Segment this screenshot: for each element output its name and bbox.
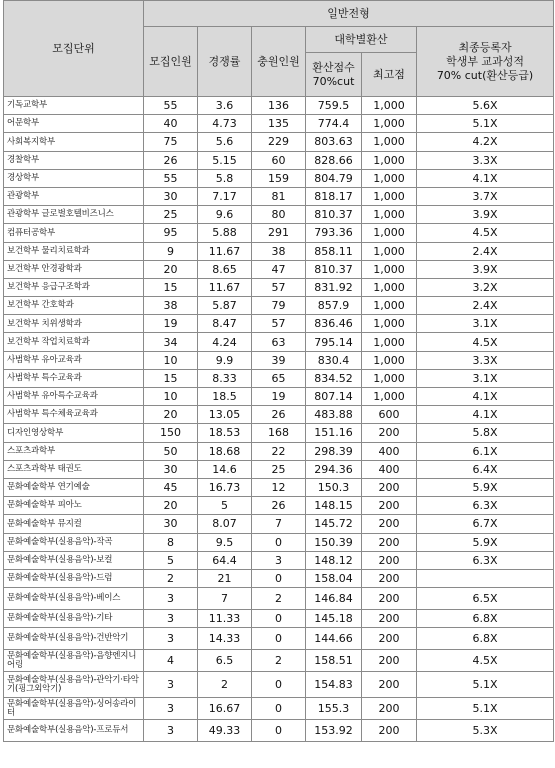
cell-final-grade: 2.4X <box>417 297 554 315</box>
cell-converted-score: 803.63 <box>306 133 362 151</box>
cell-converted-score: 810.37 <box>306 260 362 278</box>
cell-max-score: 200 <box>362 650 417 672</box>
cell-max-score: 1,000 <box>362 315 417 333</box>
table-row <box>4 569 554 587</box>
cell-converted-score: 831.92 <box>306 278 362 296</box>
cell-converted-score: 148.15 <box>306 497 362 515</box>
cell-additional: 26 <box>252 406 306 424</box>
cell-final-grade: 5.6X <box>417 97 554 115</box>
cell-quota: 3 <box>144 672 198 698</box>
cell-competition: 5.6 <box>198 133 252 151</box>
cell-quota: 4 <box>144 650 198 672</box>
cell-unit: 컴퓨터공학부 <box>4 224 144 242</box>
cell-additional: 22 <box>252 442 306 460</box>
cell-competition: 3.6 <box>198 97 252 115</box>
cell-additional: 2 <box>252 588 306 610</box>
header-converted-score <box>306 53 362 97</box>
cell-competition: 11.67 <box>198 242 252 260</box>
cell-competition: 11.33 <box>198 610 252 628</box>
cell-unit: 사범학부 유아특수교육과 <box>4 388 144 406</box>
cell-max-score: 400 <box>362 442 417 460</box>
cell-quota: 3 <box>144 720 198 742</box>
cell-quota: 30 <box>144 460 198 478</box>
cell-max-score: 200 <box>362 497 417 515</box>
cell-quota: 3 <box>144 588 198 610</box>
cell-final-grade: 4.1X <box>417 406 554 424</box>
cell-competition: 14.33 <box>198 628 252 650</box>
table-row <box>4 224 554 242</box>
cell-max-score: 1,000 <box>362 260 417 278</box>
cell-converted-score: 759.5 <box>306 97 362 115</box>
cell-quota: 30 <box>144 515 198 533</box>
cell-competition: 18.5 <box>198 388 252 406</box>
cell-competition: 11.67 <box>198 278 252 296</box>
cell-additional: 12 <box>252 478 306 496</box>
cell-additional: 0 <box>252 610 306 628</box>
table-row <box>4 369 554 387</box>
cell-final-grade: 6.4X <box>417 460 554 478</box>
cell-converted-score: 151.16 <box>306 424 362 442</box>
cell-competition: 8.65 <box>198 260 252 278</box>
cell-additional: 2 <box>252 650 306 672</box>
cell-competition: 6.5 <box>198 650 252 672</box>
cell-quota: 50 <box>144 442 198 460</box>
cell-additional: 291 <box>252 224 306 242</box>
cell-quota: 20 <box>144 497 198 515</box>
cell-additional: 159 <box>252 169 306 187</box>
cell-final-grade: 3.2X <box>417 278 554 296</box>
cell-max-score: 200 <box>362 672 417 698</box>
cell-additional: 0 <box>252 672 306 698</box>
cell-final-grade: 3.3X <box>417 351 554 369</box>
cell-competition: 16.67 <box>198 698 252 720</box>
cell-converted-score: 774.4 <box>306 115 362 133</box>
table-body <box>4 97 554 742</box>
cell-max-score: 200 <box>362 551 417 569</box>
cell-max-score: 1,000 <box>362 97 417 115</box>
table-row <box>4 497 554 515</box>
cell-converted-score: 857.9 <box>306 297 362 315</box>
table-row <box>4 698 554 720</box>
cell-unit: 문화예술학부(실용음악)-드럼 <box>4 569 144 587</box>
table-row <box>4 551 554 569</box>
cell-additional: 60 <box>252 151 306 169</box>
table-row <box>4 351 554 369</box>
cell-unit: 문화예술학부 피아노 <box>4 497 144 515</box>
cell-final-grade: 4.2X <box>417 133 554 151</box>
cell-quota: 34 <box>144 333 198 351</box>
cell-quota: 150 <box>144 424 198 442</box>
table-row <box>4 169 554 187</box>
table-row <box>4 720 554 742</box>
cell-competition: 8.33 <box>198 369 252 387</box>
cell-converted-score: 836.46 <box>306 315 362 333</box>
cell-max-score: 1,000 <box>362 297 417 315</box>
header-final-line1: 최종등록자 <box>458 40 512 54</box>
cell-competition: 5.8 <box>198 169 252 187</box>
cell-converted-score: 804.79 <box>306 169 362 187</box>
cell-unit: 스포츠과학부 <box>4 442 144 460</box>
table-header <box>4 1 554 97</box>
cell-quota: 20 <box>144 260 198 278</box>
cell-max-score: 1,000 <box>362 115 417 133</box>
cell-unit: 문화예술학부(실용음악)-기타 <box>4 610 144 628</box>
cell-final-grade: 4.5X <box>417 224 554 242</box>
cell-additional: 38 <box>252 242 306 260</box>
cell-unit: 문화예술학부(실용음악)-작곡 <box>4 533 144 551</box>
cell-final-grade: 6.3X <box>417 551 554 569</box>
cell-converted-score: 148.12 <box>306 551 362 569</box>
cell-converted-score: 145.18 <box>306 610 362 628</box>
cell-max-score: 1,000 <box>362 169 417 187</box>
header-score-line2: 70%cut <box>312 74 355 88</box>
cell-quota: 55 <box>144 97 198 115</box>
cell-converted-score: 150.39 <box>306 533 362 551</box>
cell-unit: 보건학부 물리치료학과 <box>4 242 144 260</box>
cell-converted-score: 298.39 <box>306 442 362 460</box>
cell-final-grade: 6.8X <box>417 610 554 628</box>
cell-converted-score: 146.84 <box>306 588 362 610</box>
cell-additional: 39 <box>252 351 306 369</box>
cell-unit: 문화예술학부(실용음악)-관악기·타악기(핑그외악기) <box>4 672 144 698</box>
cell-converted-score: 150.3 <box>306 478 362 496</box>
cell-quota: 20 <box>144 406 198 424</box>
cell-additional: 65 <box>252 369 306 387</box>
cell-converted-score: 144.66 <box>306 628 362 650</box>
table-row <box>4 478 554 496</box>
cell-quota: 45 <box>144 478 198 496</box>
cell-unit: 보건학부 치위생학과 <box>4 315 144 333</box>
table-row <box>4 672 554 698</box>
cell-unit: 문화예술학부(실용음악)-건반악기 <box>4 628 144 650</box>
cell-unit: 사회복지학부 <box>4 133 144 151</box>
cell-quota: 26 <box>144 151 198 169</box>
cell-additional: 136 <box>252 97 306 115</box>
cell-quota: 3 <box>144 628 198 650</box>
cell-competition: 21 <box>198 569 252 587</box>
cell-converted-score: 807.14 <box>306 388 362 406</box>
table-row <box>4 388 554 406</box>
cell-quota: 30 <box>144 187 198 205</box>
cell-unit: 기독교학부 <box>4 97 144 115</box>
cell-converted-score: 155.3 <box>306 698 362 720</box>
cell-final-grade: 3.7X <box>417 187 554 205</box>
cell-unit: 문화예술학부(실용음악)-싱어송라이터 <box>4 698 144 720</box>
cell-final-grade: 3.9X <box>417 206 554 224</box>
cell-max-score: 1,000 <box>362 242 417 260</box>
cell-final-grade: 5.1X <box>417 115 554 133</box>
cell-final-grade: 4.5X <box>417 333 554 351</box>
cell-converted-score: 818.17 <box>306 187 362 205</box>
table-row <box>4 533 554 551</box>
cell-competition: 5.15 <box>198 151 252 169</box>
table-row <box>4 610 554 628</box>
cell-unit: 문화예술학부 연기예술 <box>4 478 144 496</box>
cell-max-score: 200 <box>362 533 417 551</box>
cell-unit: 경상학부 <box>4 169 144 187</box>
cell-competition: 14.6 <box>198 460 252 478</box>
cell-additional: 47 <box>252 260 306 278</box>
cell-max-score: 200 <box>362 720 417 742</box>
cell-unit: 사범학부 특수교육과 <box>4 369 144 387</box>
cell-competition: 9.5 <box>198 533 252 551</box>
cell-unit: 보건학부 응급구조학과 <box>4 278 144 296</box>
cell-final-grade: 5.9X <box>417 533 554 551</box>
cell-final-grade: 5.1X <box>417 698 554 720</box>
cell-additional: 19 <box>252 388 306 406</box>
header-quota: 모집인원 <box>144 27 198 97</box>
cell-final-grade: 6.8X <box>417 628 554 650</box>
cell-quota: 10 <box>144 388 198 406</box>
cell-converted-score: 810.37 <box>306 206 362 224</box>
cell-converted-score: 158.04 <box>306 569 362 587</box>
cell-unit: 문화예술학부(실용음악)-베이스 <box>4 588 144 610</box>
cell-max-score: 1,000 <box>362 187 417 205</box>
cell-final-grade: 4.5X <box>417 650 554 672</box>
cell-converted-score: 153.92 <box>306 720 362 742</box>
table-row <box>4 242 554 260</box>
cell-max-score: 1,000 <box>362 206 417 224</box>
cell-quota: 25 <box>144 206 198 224</box>
cell-competition: 5.87 <box>198 297 252 315</box>
cell-quota: 40 <box>144 115 198 133</box>
table-row <box>4 260 554 278</box>
cell-unit: 사범학부 유아교육과 <box>4 351 144 369</box>
header-competition: 경쟁률 <box>198 27 252 97</box>
cell-final-grade: 5.9X <box>417 478 554 496</box>
cell-max-score: 600 <box>362 406 417 424</box>
header-additional: 충원인원 <box>252 27 306 97</box>
cell-quota: 95 <box>144 224 198 242</box>
cell-additional: 7 <box>252 515 306 533</box>
cell-quota: 8 <box>144 533 198 551</box>
cell-final-grade: 6.1X <box>417 442 554 460</box>
cell-competition: 5.88 <box>198 224 252 242</box>
cell-unit: 경찰학부 <box>4 151 144 169</box>
cell-final-grade <box>417 569 554 587</box>
cell-final-grade: 4.1X <box>417 388 554 406</box>
cell-additional: 0 <box>252 720 306 742</box>
cell-quota: 19 <box>144 315 198 333</box>
cell-final-grade: 4.1X <box>417 169 554 187</box>
cell-unit: 디자인영상학부 <box>4 424 144 442</box>
cell-additional: 26 <box>252 497 306 515</box>
cell-competition: 9.6 <box>198 206 252 224</box>
cell-unit: 문화예술학부(실용음악)-음향엔지니어링 <box>4 650 144 672</box>
cell-converted-score: 834.52 <box>306 369 362 387</box>
cell-max-score: 1,000 <box>362 333 417 351</box>
cell-max-score: 1,000 <box>362 369 417 387</box>
cell-unit: 보건학부 간호학과 <box>4 297 144 315</box>
cell-converted-score: 154.83 <box>306 672 362 698</box>
header-unit: 모집단위 <box>4 1 144 97</box>
cell-max-score: 1,000 <box>362 351 417 369</box>
cell-additional: 0 <box>252 533 306 551</box>
cell-final-grade: 3.3X <box>417 151 554 169</box>
cell-final-grade: 6.3X <box>417 497 554 515</box>
table-row <box>4 187 554 205</box>
cell-max-score: 200 <box>362 515 417 533</box>
cell-quota: 9 <box>144 242 198 260</box>
cell-quota: 5 <box>144 551 198 569</box>
cell-unit: 문화예술학부(실용음악)-프로듀서 <box>4 720 144 742</box>
table-row <box>4 97 554 115</box>
cell-competition: 4.73 <box>198 115 252 133</box>
cell-additional: 135 <box>252 115 306 133</box>
table-row <box>4 406 554 424</box>
cell-quota: 3 <box>144 610 198 628</box>
table-row <box>4 151 554 169</box>
cell-final-grade: 3.9X <box>417 260 554 278</box>
cell-final-grade: 5.3X <box>417 720 554 742</box>
cell-unit: 스포츠과학부 태권도 <box>4 460 144 478</box>
cell-max-score: 1,000 <box>362 151 417 169</box>
cell-quota: 10 <box>144 351 198 369</box>
cell-max-score: 1,000 <box>362 278 417 296</box>
cell-converted-score: 795.14 <box>306 333 362 351</box>
header-final-line2: 학생부 교과성적 <box>446 54 524 68</box>
cell-converted-score: 158.51 <box>306 650 362 672</box>
admission-results-table <box>3 0 554 742</box>
cell-additional: 0 <box>252 698 306 720</box>
cell-competition: 7.17 <box>198 187 252 205</box>
cell-converted-score: 145.72 <box>306 515 362 533</box>
cell-unit: 어문학부 <box>4 115 144 133</box>
cell-additional: 79 <box>252 297 306 315</box>
cell-unit: 사범학부 특수체육교육과 <box>4 406 144 424</box>
cell-quota: 75 <box>144 133 198 151</box>
cell-unit: 보건학부 안경광학과 <box>4 260 144 278</box>
header-score-line1: 환산점수 <box>312 60 355 74</box>
table-row <box>4 315 554 333</box>
cell-competition: 8.47 <box>198 315 252 333</box>
cell-unit: 문화예술학부 뮤지컬 <box>4 515 144 533</box>
cell-max-score: 1,000 <box>362 133 417 151</box>
cell-max-score: 200 <box>362 569 417 587</box>
cell-additional: 168 <box>252 424 306 442</box>
table-row <box>4 515 554 533</box>
cell-additional: 3 <box>252 551 306 569</box>
cell-competition: 9.9 <box>198 351 252 369</box>
table-row <box>4 115 554 133</box>
cell-quota: 2 <box>144 569 198 587</box>
cell-max-score: 200 <box>362 698 417 720</box>
cell-competition: 8.07 <box>198 515 252 533</box>
cell-final-grade: 5.8X <box>417 424 554 442</box>
cell-competition: 18.53 <box>198 424 252 442</box>
cell-additional: 63 <box>252 333 306 351</box>
cell-final-grade: 2.4X <box>417 242 554 260</box>
cell-quota: 3 <box>144 698 198 720</box>
table-row <box>4 460 554 478</box>
table-row <box>4 133 554 151</box>
table-row <box>4 297 554 315</box>
cell-unit: 문화예술학부(실용음악)-보컬 <box>4 551 144 569</box>
cell-max-score: 200 <box>362 424 417 442</box>
cell-competition: 7 <box>198 588 252 610</box>
table-row <box>4 442 554 460</box>
cell-converted-score: 830.4 <box>306 351 362 369</box>
cell-converted-score: 483.88 <box>306 406 362 424</box>
cell-unit: 관광학부 글로벌호텔비즈니스 <box>4 206 144 224</box>
cell-competition: 18.68 <box>198 442 252 460</box>
cell-competition: 64.4 <box>198 551 252 569</box>
cell-additional: 25 <box>252 460 306 478</box>
cell-quota: 15 <box>144 369 198 387</box>
cell-max-score: 1,000 <box>362 224 417 242</box>
cell-final-grade: 3.1X <box>417 369 554 387</box>
cell-max-score: 200 <box>362 610 417 628</box>
cell-max-score: 1,000 <box>362 388 417 406</box>
cell-final-grade: 5.1X <box>417 672 554 698</box>
cell-quota: 55 <box>144 169 198 187</box>
cell-additional: 57 <box>252 278 306 296</box>
cell-converted-score: 793.36 <box>306 224 362 242</box>
cell-max-score: 200 <box>362 588 417 610</box>
header-final-grade <box>417 27 554 97</box>
cell-final-grade: 6.7X <box>417 515 554 533</box>
cell-unit: 관광학부 <box>4 187 144 205</box>
cell-quota: 38 <box>144 297 198 315</box>
cell-quota: 15 <box>144 278 198 296</box>
cell-max-score: 200 <box>362 628 417 650</box>
table-row <box>4 650 554 672</box>
cell-converted-score: 828.66 <box>306 151 362 169</box>
cell-additional: 229 <box>252 133 306 151</box>
cell-competition: 5 <box>198 497 252 515</box>
cell-competition: 16.73 <box>198 478 252 496</box>
header-max-score: 최고점 <box>362 53 417 97</box>
table-row <box>4 424 554 442</box>
cell-converted-score: 858.11 <box>306 242 362 260</box>
table-row <box>4 278 554 296</box>
table-row <box>4 206 554 224</box>
cell-max-score: 400 <box>362 460 417 478</box>
cell-competition: 13.05 <box>198 406 252 424</box>
cell-competition: 2 <box>198 672 252 698</box>
cell-additional: 80 <box>252 206 306 224</box>
header-final-line3: 70% cut(환산등급) <box>436 68 534 82</box>
cell-additional: 57 <box>252 315 306 333</box>
cell-converted-score: 294.36 <box>306 460 362 478</box>
table-row <box>4 333 554 351</box>
cell-additional: 81 <box>252 187 306 205</box>
header-university-conversion: 대학별환산 <box>306 27 417 53</box>
cell-final-grade: 3.1X <box>417 315 554 333</box>
cell-final-grade: 6.5X <box>417 588 554 610</box>
cell-unit: 보건학부 작업치료학과 <box>4 333 144 351</box>
cell-max-score: 200 <box>362 478 417 496</box>
cell-competition: 49.33 <box>198 720 252 742</box>
header-general-admission: 일반전형 <box>144 1 554 27</box>
table-row <box>4 588 554 610</box>
cell-additional: 0 <box>252 628 306 650</box>
cell-competition: 4.24 <box>198 333 252 351</box>
table-row <box>4 628 554 650</box>
cell-additional: 0 <box>252 569 306 587</box>
